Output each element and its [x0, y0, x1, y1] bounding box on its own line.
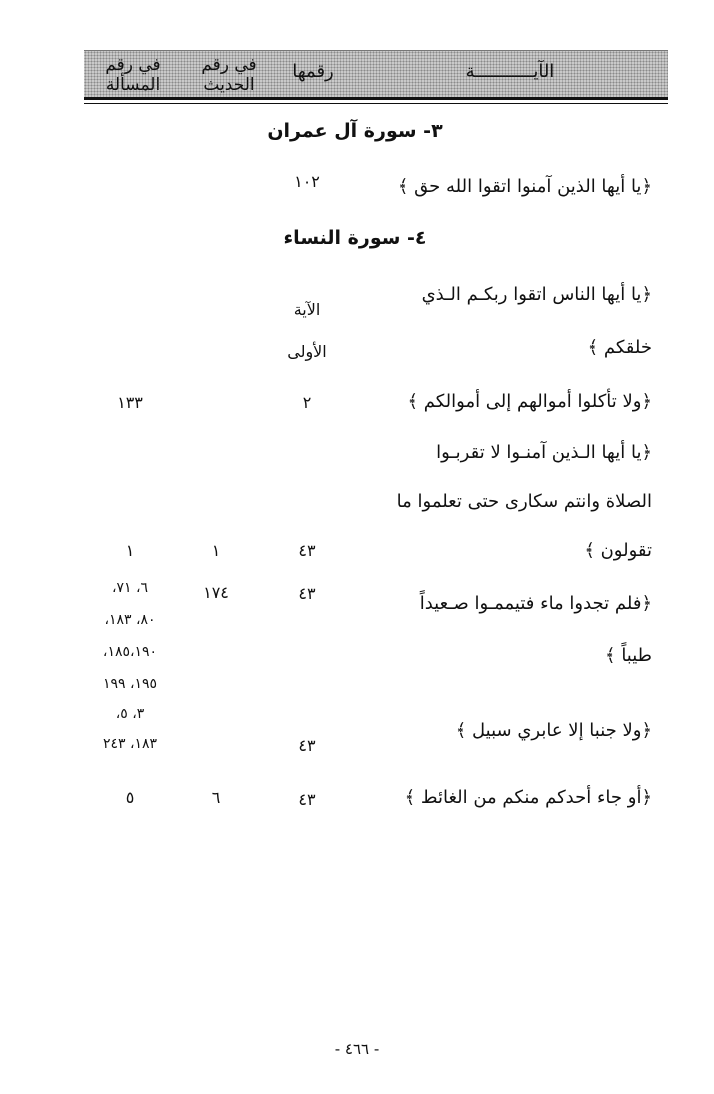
masala-number: ٥	[125, 788, 135, 807]
masala-number: ٨٠، ١٨٣،	[104, 612, 156, 628]
masala-number: ٣، ٥،	[115, 706, 145, 722]
verse-number: ٤٣	[298, 736, 316, 755]
verse-number: ١٠٢	[294, 172, 320, 191]
verse-text-cont: طيباً ﴾	[605, 645, 652, 666]
masala-number: ١٨٣، ٢٤٣	[102, 736, 158, 752]
hadith-number: ٦	[211, 788, 221, 807]
masala-number: ١٣٣	[117, 393, 143, 412]
header-hadith: في رقم الحديث	[201, 55, 257, 95]
verse-number: ٤٣	[298, 584, 316, 603]
verse-text-cont: خلقكم ﴾	[587, 337, 652, 358]
masala-number: ١٨٥،١٩٠،	[102, 644, 158, 660]
masala-number: ٦، ٧١،	[111, 580, 149, 596]
verse-text: ﴿يا أيها الناس اتقوا ربكـم الـذي	[421, 284, 652, 305]
verse-text: ﴿يا أيها الذين آمنوا اتقوا الله حق ﴾	[397, 176, 652, 197]
surah-title: ٣- سورة آل عمران	[267, 120, 443, 142]
verse-text-cont: الصلاة وانتم سكارى حتى تعلموا ما	[396, 491, 652, 512]
verse-text: ﴿ولا جنبا إلا عابري سبيل ﴾	[455, 720, 652, 741]
surah-title: ٤- سورة النساء	[283, 227, 427, 249]
verse-text: ﴿فلم تجدوا ماء فتيممـوا صـعيداً	[419, 593, 652, 614]
header-masala: في رقم المسألة	[105, 55, 161, 95]
verse-text: ﴿يا أيها الـذين آمنـوا لا تقربـوا	[436, 442, 652, 463]
hadith-number: ١٧٤	[203, 583, 229, 602]
verse-text-cont: تقولون ﴾	[584, 540, 652, 561]
header-aya: الآيـــــــــــة	[465, 61, 555, 82]
header-raqm: رقمها	[292, 61, 334, 82]
verse-text: ﴿أو جاء أحدكم منكم من الغائط ﴾	[404, 787, 652, 808]
page-number: - ٤٦٦ -	[334, 1040, 380, 1058]
hadith-number: ١	[211, 541, 221, 560]
verse-text: ﴿ولا تأكلوا أموالهم إلى أموالكم ﴾	[407, 391, 652, 412]
masala-number: ١٩٥، ١٩٩	[102, 676, 158, 692]
verse-number: ٢	[302, 393, 312, 412]
masala-number: ١	[125, 541, 135, 560]
verse-number: ٤٣	[298, 790, 316, 809]
verse-number-cont: الأولى	[287, 342, 327, 361]
verse-number: الآية	[293, 300, 321, 319]
verse-number: ٤٣	[298, 541, 316, 560]
